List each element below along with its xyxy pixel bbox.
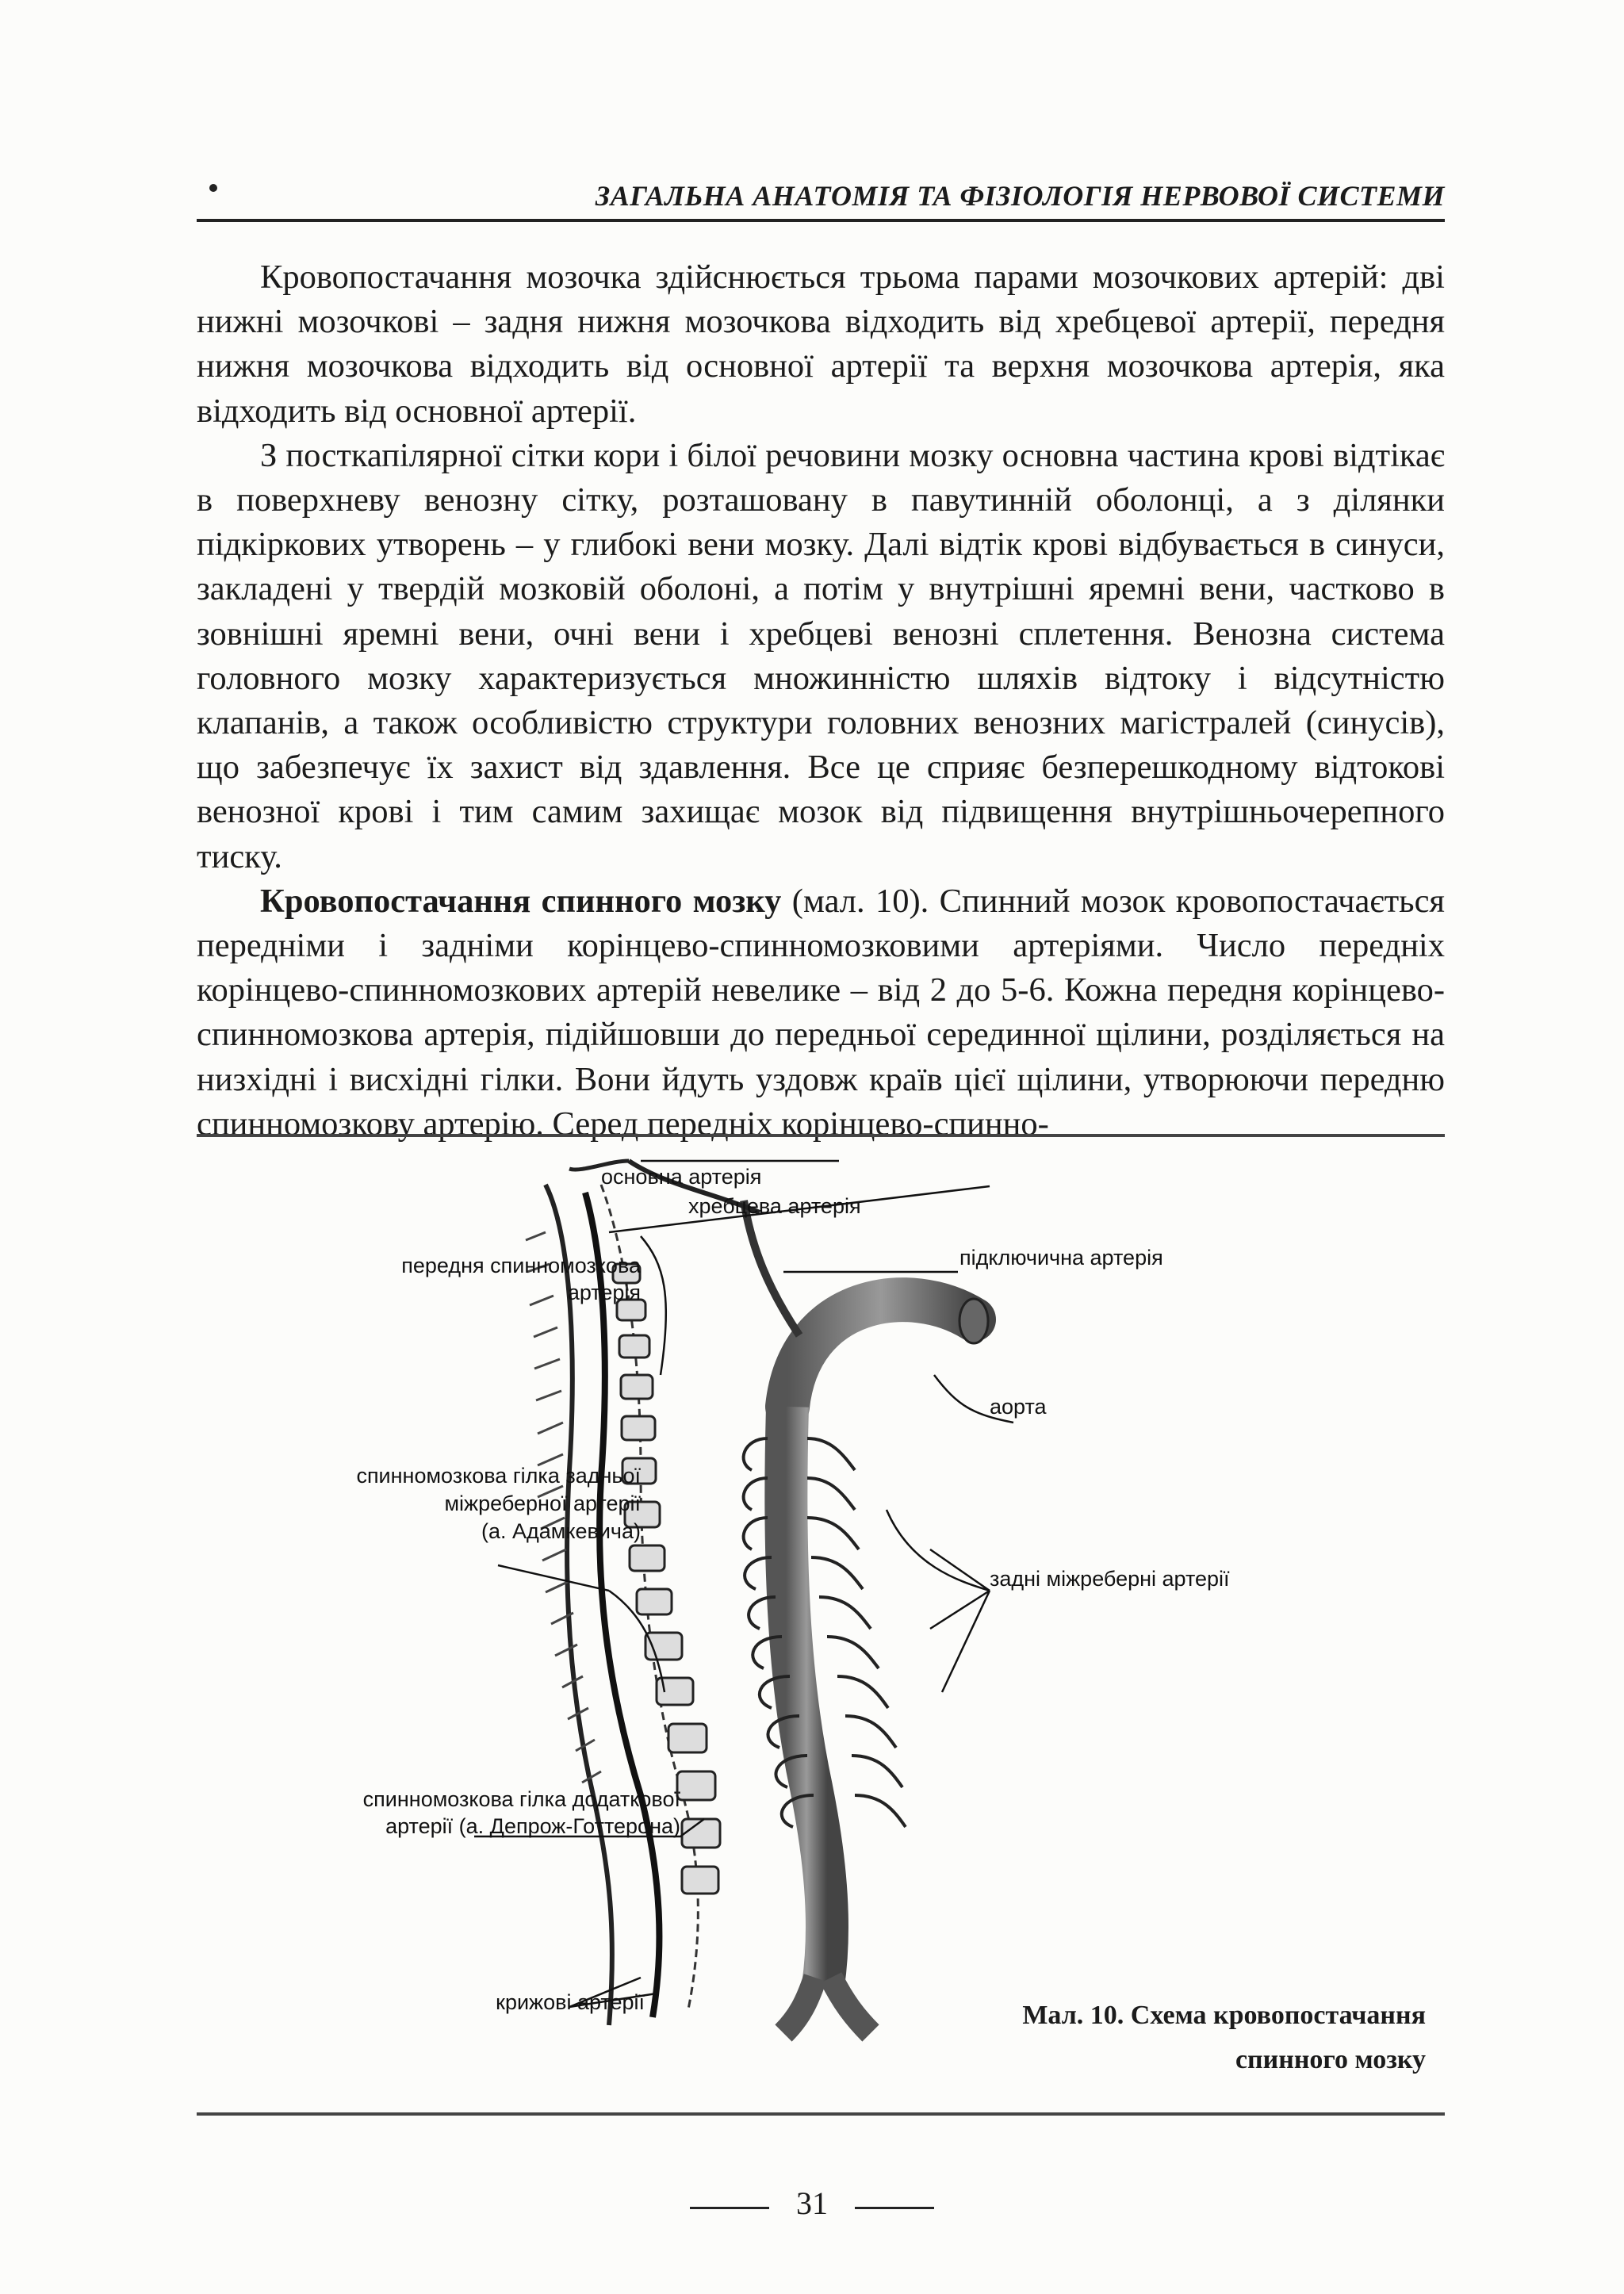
subclavian-artery (744, 1201, 799, 1335)
figure-caption (950, 1993, 1426, 2082)
footer-line-left (690, 2207, 769, 2209)
paragraph-3 (197, 879, 1445, 1147)
figure-caption-line-2: спинного мозку (1235, 2045, 1426, 2074)
label-sacral-arteries: крижові артерії (496, 1990, 645, 2014)
label-anterior-spinal-artery-1: передня спинномозкова (401, 1254, 641, 1277)
label-aorta: аорта (990, 1395, 1047, 1419)
running-header (197, 174, 1445, 222)
descending-aorta (786, 1407, 827, 1986)
figure-caption-line-1: Мал. 10. Схема кровопостачання (1022, 2001, 1426, 2030)
iliac-right (831, 1978, 871, 2033)
aorta-opening (959, 1299, 988, 1343)
paragraph-2: З посткапілярної сітки кори і білої речовини мозку основна частина крові відтікає в поверхневу венозну сітку, розташовану в павутинній оболонці, а з ділянки підкіркових утворень – у глибокі вени мозку. Далі відтік крові відбувається в синуси, закладені у твердій мозковій оболоні, а потім у внутрішні яремні вени, частково в зовнішні яремні вени, очні вени і хребцеві венозні сплетення. Венозна система головного мозку характеризується множинністю шляхів відтоку і відсутністю клапанів, а також особливістю структури головних венозних магістралей (синусів), що забезпечує їх захист від здавлення. Все це сприяє безперешкодному відтокові венозної крові і тим самим захищає мозок від підвищення внутрішньочерепного тиску. (197, 436, 1445, 875)
label-adamkiewicz-1: спинномозкова гілка задньої (356, 1464, 641, 1488)
footer-line-right (855, 2207, 934, 2209)
paragraph-3-bold: Кровопостачання спинного мозку (260, 882, 782, 920)
label-vertebral-artery: хребцева артерія (688, 1194, 861, 1218)
paragraph-1: Кровопостачання мозочка здійснюється трьома парами мозочкових артерій: дві нижні мозочкові – задня нижня мозочкова відходить від хребцевої артерії, передня нижня мозочкова відходить від основної артерії та верхня мозочкова артерія, яка відходить від основної артерії. (197, 259, 1445, 430)
label-subclavian-artery: підключична артерія (959, 1246, 1163, 1270)
label-anterior-spinal-artery-2: артерія (567, 1281, 641, 1304)
paragraph-3-rest: (мал. 10). Спинний мозок кровопостачається передніми і задніми корінцево-спинномозковими артеріями. Число передніх корінцево-спинномозкових артерій невелике – від 2 до 5-6. Кожна передня корінцево-спинномозкова артерія, підійшовши до передньої серединної щілини, розділяється на низхідні і висхідні гілки. Вони йдуть уздовж країв цієї щілини, утворюючи передню спинномозкову артерію. Серед передніх корінцево-спинно- (197, 882, 1445, 1143)
label-adamkiewicz-3: (а. Адамкевича) (481, 1519, 641, 1543)
aortic-arch (787, 1300, 974, 1407)
bullet-dot (209, 184, 217, 192)
label-basilar-artery: основна артерія (601, 1165, 762, 1189)
body-text (197, 255, 1445, 1147)
label-posterior-intercostal-arteries: задні міжреберні артерії (990, 1567, 1230, 1591)
page-number: 31 (796, 2185, 828, 2221)
label-adamkiewicz-2: міжреберної артерії (444, 1492, 641, 1515)
label-deproge-1: спинномозкова гілка додаткової (362, 1787, 680, 1811)
header-title: ЗАГАЛЬНА АНАТОМІЯ ТА ФІЗІОЛОГІЯ НЕРВОВОЇ СИСТЕМИ (595, 180, 1445, 212)
page-footer (0, 2185, 1624, 2232)
iliac-left (783, 1978, 815, 2033)
figure-spinal-blood-supply (197, 1134, 1445, 2116)
label-deproge-2: артерії (а. Депрож-Готтерона) (385, 1814, 680, 1838)
